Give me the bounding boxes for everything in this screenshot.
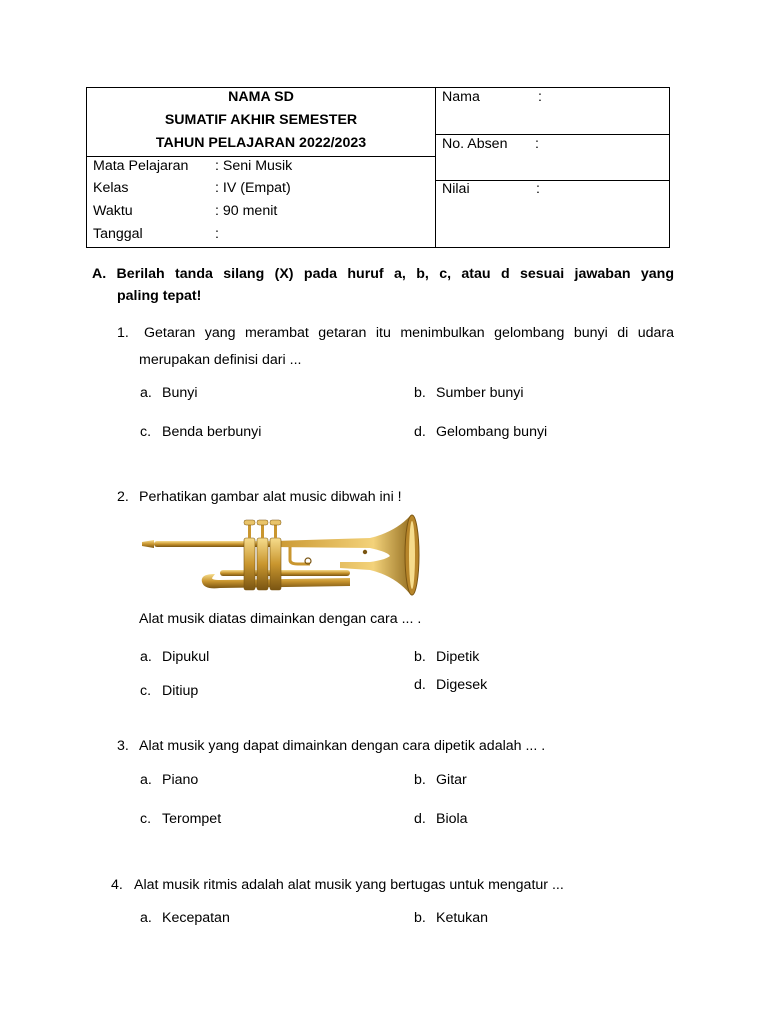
question-3-text: Alat musik yang dapat dimainkan dengan cara dipetik adalah ... . <box>139 738 546 754</box>
question-2-text-cont: Alat musik diatas dimainkan dengan cara ... . <box>139 611 422 627</box>
q2-option-b[interactable]: b. Dipetik <box>414 649 480 665</box>
question-1-text: Getaran yang merambat getaran itu menimbulkan gelombang bunyi di udara <box>144 325 674 341</box>
colon-name: : <box>538 89 542 105</box>
label-time: Waktu <box>93 203 133 219</box>
question-4-text: Alat musik ritmis adalah alat musik yang bertugas untuk mengatur ... <box>134 877 564 893</box>
q4-option-b[interactable]: b. Ketukan <box>414 910 489 926</box>
q3-option-b[interactable]: b. Gitar <box>414 772 467 788</box>
question-2-number: 2. <box>117 489 129 505</box>
school-year: TAHUN PELAJARAN 2022/2023 <box>155 135 367 151</box>
header-divider-vertical <box>435 88 436 247</box>
label-name: Nama <box>442 89 480 105</box>
q2-option-d[interactable]: d. Digesek <box>414 677 488 693</box>
exam-title: SUMATIF AKHIR SEMESTER <box>164 112 358 128</box>
question-4-number: 4. <box>111 877 123 893</box>
value-subject: : Seni Musik <box>215 158 293 174</box>
header-table <box>86 87 670 248</box>
header-divider-right-1 <box>435 134 669 135</box>
colon-absen: : <box>535 136 539 152</box>
question-1-number: 1. <box>117 325 129 341</box>
q1-option-a[interactable]: a. Bunyi <box>140 385 198 401</box>
colon-score: : <box>536 181 540 197</box>
q3-option-d[interactable]: d. Biola <box>414 811 468 827</box>
q3-option-a[interactable]: a. Piano <box>140 772 199 788</box>
label-score: Nilai <box>442 181 470 197</box>
q2-option-c[interactable]: c. Ditiup <box>140 683 199 699</box>
question-3-number: 3. <box>117 738 129 754</box>
q1-option-d[interactable]: d. Gelombang bunyi <box>414 424 548 440</box>
question-1-text-cont: merupakan definisi dari ... <box>139 352 302 368</box>
school-name: NAMA SD <box>228 89 294 105</box>
question-2-text: Perhatikan gambar alat music dibwah ini ! <box>139 489 402 505</box>
section-a-instruction: A. Berilah tanda silang (X) pada huruf a, b, c, atau d sesuai jawaban yang <box>92 266 674 282</box>
value-time: : 90 menit <box>215 203 278 219</box>
q1-option-c[interactable]: c. Benda berbunyi <box>140 424 262 440</box>
label-date: Tanggal <box>93 226 143 242</box>
header-divider-left <box>87 156 435 157</box>
header-divider-right-2 <box>435 180 669 181</box>
q2-option-a[interactable]: a. Dipukul <box>140 649 210 665</box>
value-date: : <box>215 226 219 242</box>
q1-option-b[interactable]: b. Sumber bunyi <box>414 385 524 401</box>
section-a-instruction-cont: paling tepat! <box>117 288 202 304</box>
q4-option-a[interactable]: a. Kecepatan <box>140 910 230 926</box>
label-subject: Mata Pelajaran <box>93 158 189 174</box>
q3-option-c[interactable]: c. Terompet <box>140 811 222 827</box>
label-class: Kelas <box>93 180 129 196</box>
trumpet-image <box>140 512 425 602</box>
label-absen: No. Absen <box>442 136 508 152</box>
value-class: : IV (Empat) <box>215 180 291 196</box>
